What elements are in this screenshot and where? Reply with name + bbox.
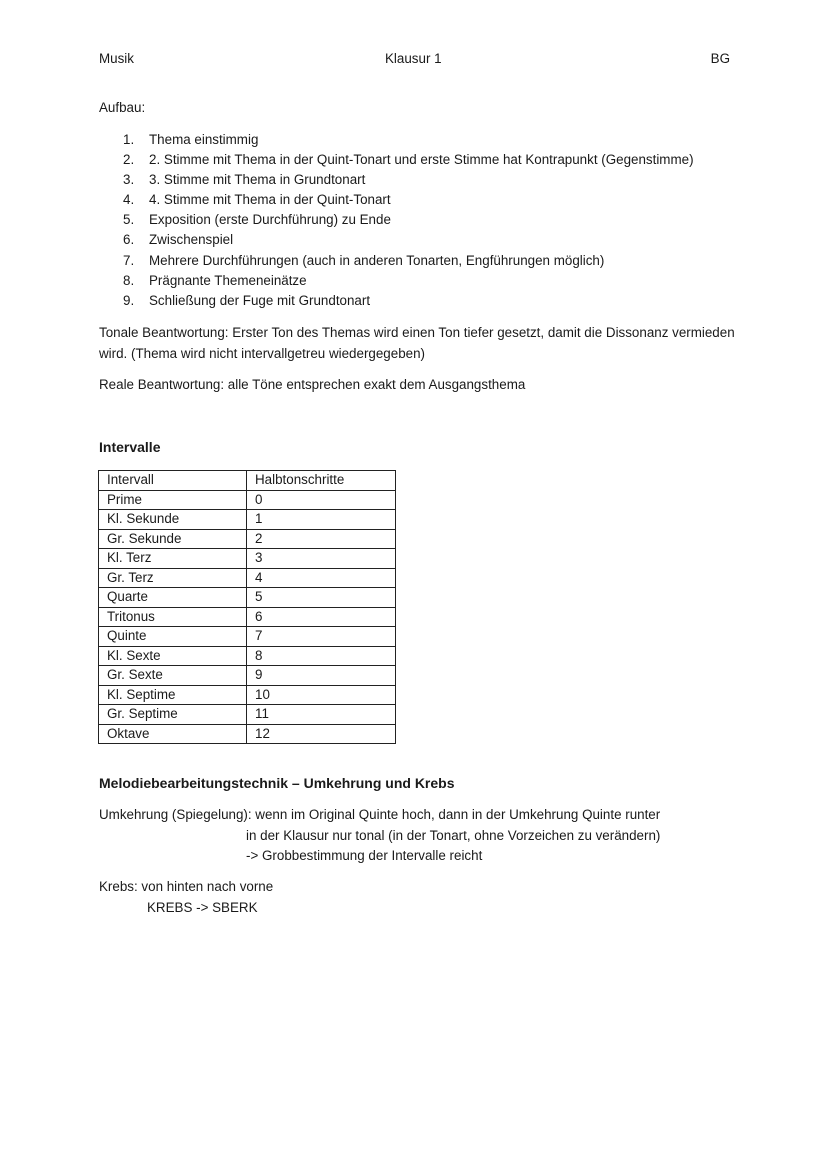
list-item — [123, 151, 694, 171]
semitones-cell: 4 — [247, 568, 396, 588]
umkehrung-line-1: Umkehrung (Spiegelung): wenn im Original Quinte hoch, dann in der Umkehrung Quinte runter — [99, 807, 661, 822]
step-number: 5. — [123, 212, 135, 228]
header-title: Klausur 1 — [385, 51, 442, 66]
intervalle-table — [98, 470, 396, 744]
semitones-cell: 6 — [247, 607, 396, 627]
table-header-cell: Halbtonschritte — [247, 471, 396, 491]
step-text: Mehrere Durchführungen (auch in anderen Tonarten, Engführungen möglich) — [149, 252, 605, 268]
semitones-cell: 10 — [247, 685, 396, 705]
step-number: 6. — [123, 232, 135, 248]
step-text: 4. Stimme mit Thema in der Quint-Tonart — [149, 192, 391, 208]
interval-name-cell: Tritonus — [99, 607, 247, 627]
aufbau-steps-list — [123, 131, 694, 312]
intervalle-heading: Intervalle — [99, 439, 161, 455]
umkehrung-line-2: in der Klausur nur tonal (in der Tonart, ohne Vorzeichen zu verändern) — [246, 828, 661, 843]
interval-name-cell: Quinte — [99, 627, 247, 647]
interval-name-cell: Gr. Sekunde — [99, 529, 247, 549]
table-row — [99, 510, 396, 530]
step-number: 4. — [123, 192, 135, 208]
table-row — [99, 666, 396, 686]
krebs-line-2: KREBS -> SBERK — [147, 900, 258, 915]
interval-name-cell: Oktave — [99, 724, 247, 744]
interval-name-cell: Kl. Sekunde — [99, 510, 247, 530]
interval-name-cell: Gr. Terz — [99, 568, 247, 588]
header-subject: Musik — [99, 51, 134, 66]
table-row — [99, 627, 396, 647]
semitones-cell: 1 — [247, 510, 396, 530]
interval-name-cell: Quarte — [99, 588, 247, 608]
interval-name-cell: Gr. Septime — [99, 705, 247, 725]
table-row — [99, 549, 396, 569]
list-item — [123, 171, 694, 191]
list-item — [123, 292, 694, 312]
table-row — [99, 646, 396, 666]
table-header-row — [99, 471, 396, 491]
semitones-cell: 2 — [247, 529, 396, 549]
list-item — [123, 131, 694, 151]
table-row — [99, 705, 396, 725]
semitones-cell: 5 — [247, 588, 396, 608]
interval-name-cell: Gr. Sexte — [99, 666, 247, 686]
step-text: 3. Stimme mit Thema in Grundtonart — [149, 172, 366, 188]
step-number: 8. — [123, 272, 135, 288]
header-course: BG — [710, 51, 730, 66]
semitones-cell: 3 — [247, 549, 396, 569]
semitones-cell: 8 — [247, 646, 396, 666]
step-text: Schließung der Fuge mit Grundtonart — [149, 292, 371, 308]
step-text: Zwischenspiel — [149, 232, 234, 248]
page-header — [99, 51, 730, 69]
list-item — [123, 191, 694, 211]
melodie-heading: Melodiebearbeitungstechnik – Umkehrung und Krebs — [99, 775, 455, 791]
table-row — [99, 607, 396, 627]
semitones-cell: 0 — [247, 490, 396, 510]
interval-name-cell: Kl. Septime — [99, 685, 247, 705]
list-item — [123, 252, 694, 272]
krebs-line-1: Krebs: von hinten nach vorne — [99, 879, 274, 894]
step-number: 1. — [123, 132, 135, 147]
list-item — [123, 211, 694, 231]
step-text: Exposition (erste Durchführung) zu Ende — [149, 212, 391, 228]
table-row — [99, 529, 396, 549]
step-number: 3. — [123, 172, 135, 188]
semitones-cell: 11 — [247, 705, 396, 725]
table-header-cell: Intervall — [99, 471, 247, 491]
table-row — [99, 568, 396, 588]
tonale-beantwortung-paragraph: Tonale Beantwortung: Erster Ton des Themas wird einen Ton tiefer gesetzt, damit die Dissonanz vermieden wird. (Thema wird nicht intervallgetreu wiedergegeben) — [99, 325, 735, 361]
interval-name-cell: Prime — [99, 490, 247, 510]
step-text: 2. Stimme mit Thema in der Quint-Tonart und erste Stimme hat Kontrapunkt (Gegenstimme) — [149, 152, 694, 168]
table-row — [99, 588, 396, 608]
semitones-cell: 7 — [247, 627, 396, 647]
step-number: 7. — [123, 252, 135, 268]
semitones-cell: 9 — [247, 666, 396, 686]
interval-name-cell: Kl. Sexte — [99, 646, 247, 666]
list-item — [123, 231, 694, 251]
step-text: Prägnante Themeneinätze — [149, 272, 307, 288]
umkehrung-line-3: -> Grobbestimmung der Intervalle reicht — [246, 848, 483, 863]
table-row — [99, 685, 396, 705]
step-text: Thema einstimmig — [149, 132, 259, 147]
list-item — [123, 272, 694, 292]
reale-beantwortung-paragraph: Reale Beantwortung: alle Töne entsprechen exakt dem Ausgangsthema — [99, 377, 526, 392]
step-number: 9. — [123, 292, 135, 308]
interval-name-cell: Kl. Terz — [99, 549, 247, 569]
semitones-cell: 12 — [247, 724, 396, 744]
table-row — [99, 724, 396, 744]
aufbau-label: Aufbau: — [99, 100, 146, 115]
table-row — [99, 490, 396, 510]
step-number: 2. — [123, 152, 135, 168]
